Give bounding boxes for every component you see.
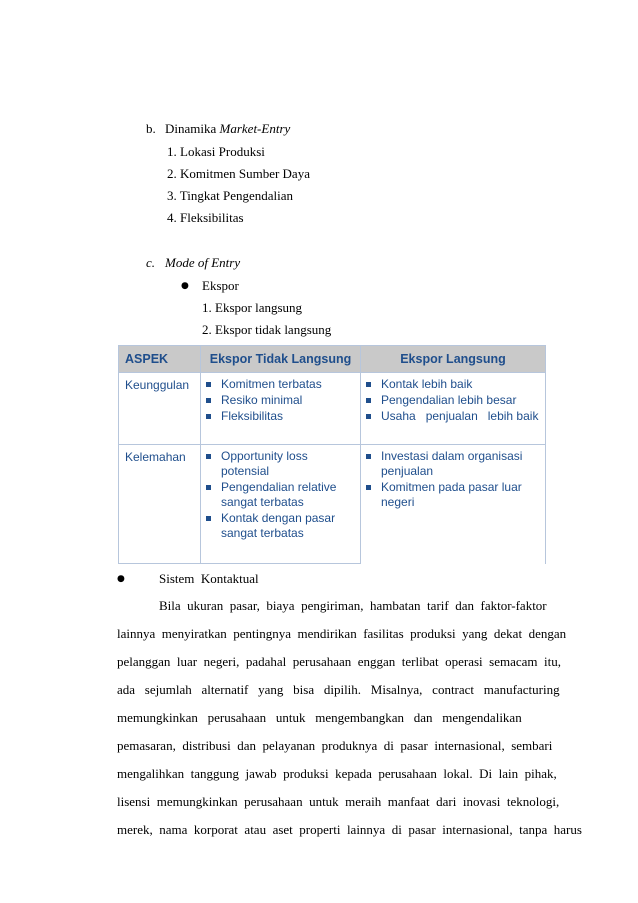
item-text: Pengendalian relative sangat terbatas <box>221 480 337 509</box>
langsung-cell <box>361 373 546 445</box>
paragraph-line: mengalihkan tanggung jawab produksi kepada perusahaan lokal. Di lain pihak, <box>117 766 557 781</box>
square-bullet-icon <box>366 454 371 459</box>
ekspor-bullet-text: Ekspor <box>202 278 239 293</box>
square-bullet-icon <box>366 382 371 387</box>
list-item <box>361 377 545 392</box>
header-aspek: ASPEK <box>119 346 201 373</box>
section-b-title-text: Dinamika <box>165 121 220 136</box>
langsung-cell <box>361 445 546 564</box>
header-ekspor-langsung: Ekspor Langsung <box>361 346 546 373</box>
list-item <box>201 449 360 479</box>
item-text: Pengendalian lebih besar <box>381 393 517 407</box>
table-header-row <box>119 346 546 373</box>
item-text: Kontak lebih baik <box>381 377 473 391</box>
section-c-title: Mode of Entry <box>165 255 241 270</box>
square-bullet-icon <box>206 398 211 403</box>
tidak-langsung-cell <box>201 445 361 564</box>
section-b-label: b. <box>146 121 156 136</box>
paragraph-line: merek, nama korporat atau aset properti lainnya di pasar internasional, tanpa harus <box>117 822 582 837</box>
section-b-title-italic: Market-Entry <box>219 121 291 136</box>
section-b-title <box>165 121 290 137</box>
section-b-item: 2. Komitmen Sumber Daya <box>167 166 310 181</box>
paragraph-line: lisensi memungkinkan perusahaan untuk meraih manfaat dari inovasi teknologi, <box>117 794 560 809</box>
table-row <box>119 445 546 564</box>
square-bullet-icon <box>366 398 371 403</box>
square-bullet-icon <box>366 485 371 490</box>
item-text: Usaha penjualan lebih baik <box>381 409 539 423</box>
item-text: Komitmen pada pasar luar negeri <box>381 480 522 509</box>
paragraph-line: pemasaran, distribusi dan pelayanan produknya di pasar internasional, sembari <box>117 738 553 753</box>
ekspor-subitem: 1. Ekspor langsung <box>202 300 303 315</box>
kontraktual-title: Sistem Kontaktual <box>159 571 259 586</box>
list-item <box>361 409 545 424</box>
square-bullet-icon <box>366 414 371 419</box>
header-ekspor-tidak-langsung: Ekspor Tidak Langsung <box>201 346 361 373</box>
paragraph-line: memungkinkan perusahaan untuk mengembangkan dan mengendalikan <box>117 710 522 725</box>
table-row <box>119 373 546 445</box>
item-text: Resiko minimal <box>221 393 303 407</box>
square-bullet-icon <box>206 516 211 521</box>
square-bullet-icon <box>206 454 211 459</box>
list-item <box>361 480 545 510</box>
section-b-item: 4. Fleksibilitas <box>167 210 244 225</box>
bullet-icon: ● <box>181 281 189 291</box>
item-text: Opportunity loss potensial <box>221 449 308 478</box>
list-item <box>201 409 360 424</box>
list-item <box>201 480 360 510</box>
bullet-icon: ● <box>117 574 125 584</box>
section-b-item: 1. Lokasi Produksi <box>167 144 265 159</box>
section-c-label: c. <box>146 255 156 270</box>
item-text: Investasi dalam organisasi penjualan <box>381 449 523 478</box>
comparison-table <box>118 345 546 564</box>
aspek-cell: Kelemahan <box>119 445 201 564</box>
list-item <box>361 449 545 479</box>
section-b-item: 3. Tingkat Pengendalian <box>167 188 294 203</box>
ekspor-subitem: 2. Ekspor tidak langsung <box>202 322 332 337</box>
list-item <box>201 393 360 408</box>
square-bullet-icon <box>206 414 211 419</box>
list-item <box>201 377 360 392</box>
list-item <box>361 393 545 408</box>
paragraph-line: Bila ukuran pasar, biaya pengiriman, hambatan tarif dan faktor-faktor <box>159 598 547 613</box>
paragraph-line: lainnya menyiratkan pentingnya mendirikan fasilitas produksi yang dekat dengan <box>117 626 567 641</box>
paragraph-line: ada sejumlah alternatif yang bisa dipilih. Misalnya, contract manufacturing <box>117 682 560 697</box>
square-bullet-icon <box>206 485 211 490</box>
tidak-langsung-cell <box>201 373 361 445</box>
paragraph-line: pelanggan luar negeri, padahal perusahaan enggan terlibat operasi semacam itu, <box>117 654 561 669</box>
square-bullet-icon <box>206 382 211 387</box>
item-text: Fleksibilitas <box>221 409 284 423</box>
item-text: Kontak dengan pasar sangat terbatas <box>221 511 336 540</box>
aspek-cell: Keunggulan <box>119 373 201 445</box>
item-text: Komitmen terbatas <box>221 377 322 391</box>
list-item <box>201 511 360 541</box>
